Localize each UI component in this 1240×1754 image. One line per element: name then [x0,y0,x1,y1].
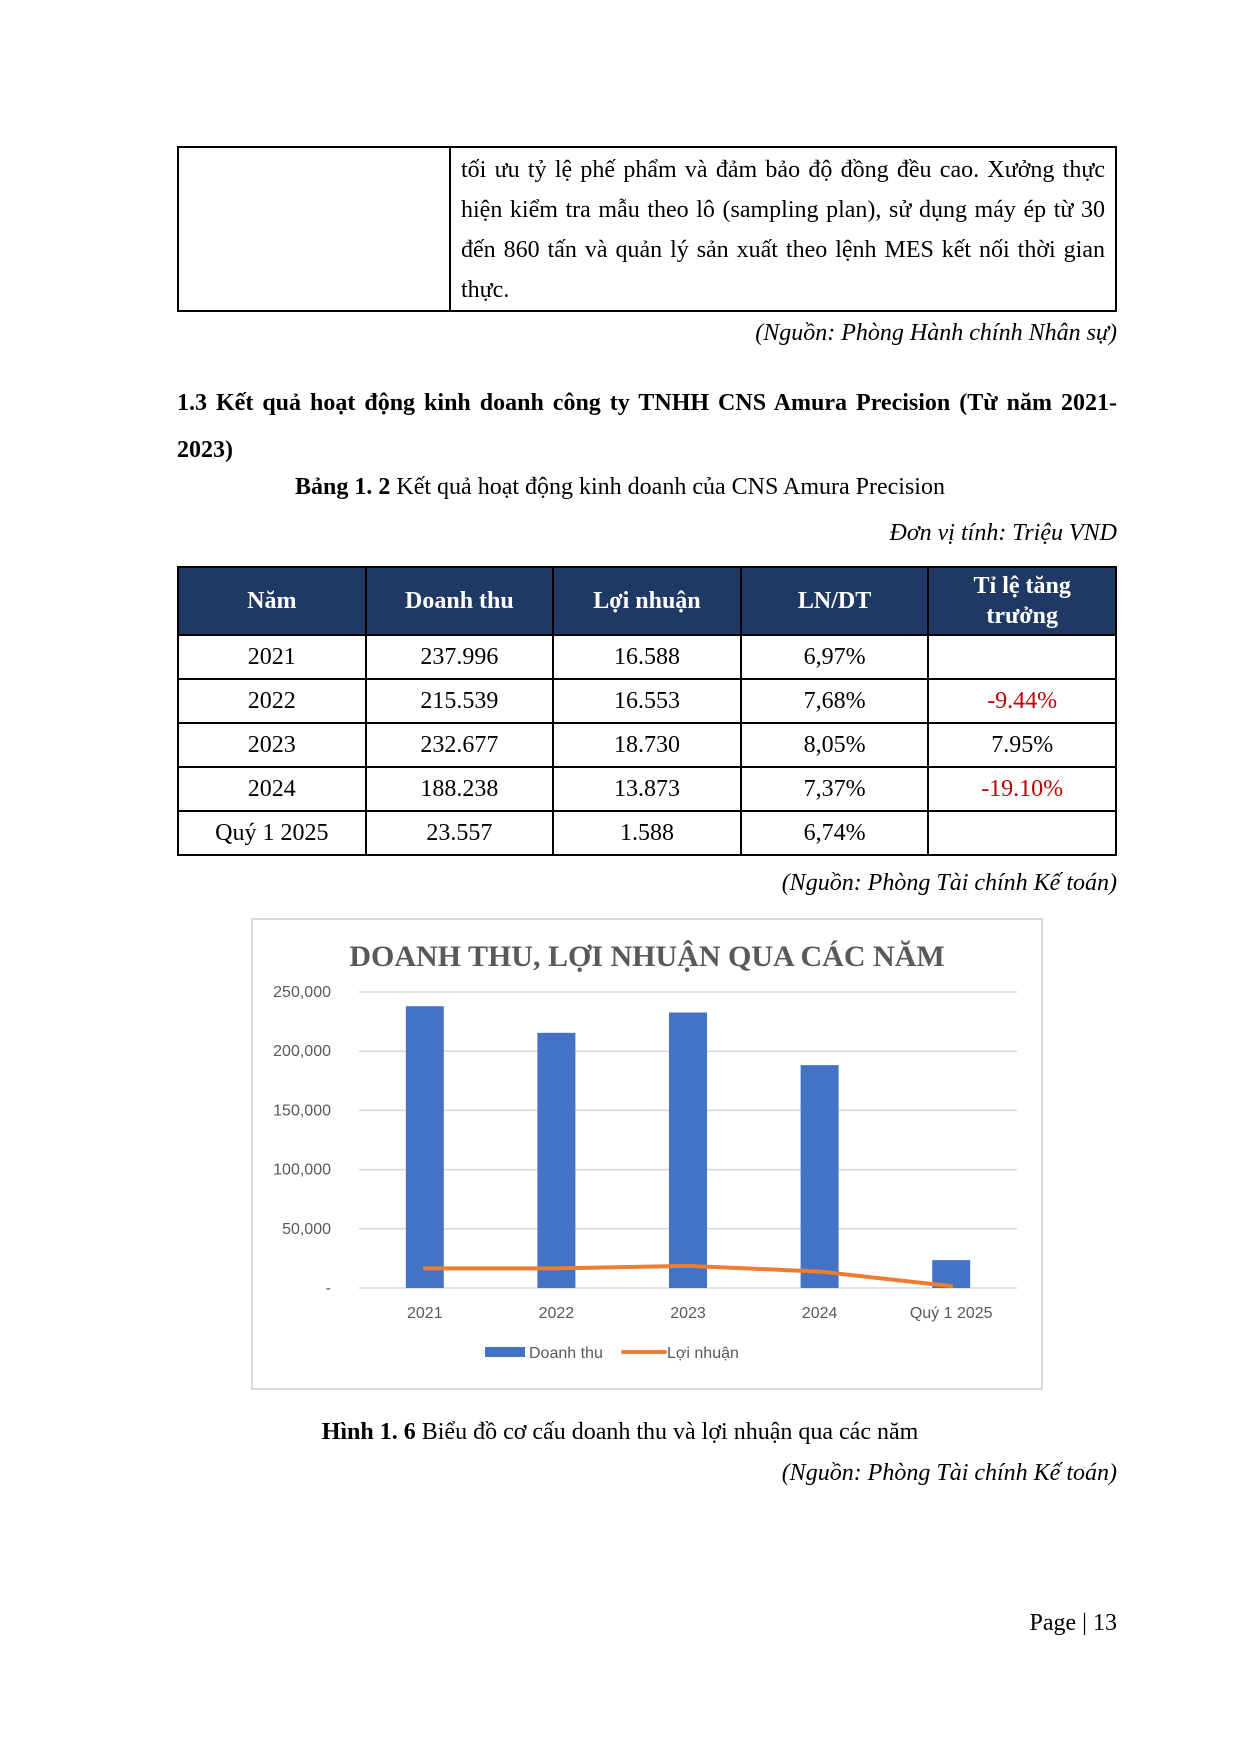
cell-margin: 7,68% [741,679,929,723]
y-tick-label: 200,000 [273,1043,331,1061]
revenue-bar [406,1006,444,1288]
cell-profit: 1.588 [553,811,741,855]
figure-caption-label: Hình 1. 6 [321,1419,416,1445]
legend-revenue-swatch [485,1347,525,1357]
legend-profit-label: Lợi nhuận [667,1345,739,1362]
chart-svg [253,920,1041,1388]
section-heading: 1.3 Kết quả hoạt động kinh doanh công ty TNHH CNS Amura Precision (Từ năm 2021-2023) [177,390,1117,463]
legend-revenue-label: Doanh thu [529,1345,603,1362]
x-tick-label: Quý 1 2025 [909,1305,993,1322]
cell-margin: 8,05% [741,723,929,767]
source-hr: (Nguồn: Phòng Hành chính Nhân sự) [755,320,1117,346]
table-row [178,635,1116,679]
cell-year: 2023 [178,723,366,767]
revenue-profit-chart [251,918,1043,1390]
cell-growth: 7.95% [928,723,1116,767]
cell-margin: 6,97% [741,635,929,679]
revenue-bar [801,1065,839,1288]
table-caption [0,474,1240,501]
cell-margin: 6,74% [741,811,929,855]
revenue-bar [537,1033,575,1288]
header-year: Năm [178,567,366,635]
revenue-bar [669,1013,707,1288]
x-tick-label: 2023 [670,1305,706,1322]
cell-revenue: 215.539 [366,679,554,723]
y-tick-label: 100,000 [273,1161,331,1179]
header-margin: LN/DT [741,567,929,635]
figure-caption [0,1419,1240,1446]
cell-year: 2024 [178,767,366,811]
cell-growth [928,635,1116,679]
header-profit: Lợi nhuận [553,567,741,635]
cell-profit: 18.730 [553,723,741,767]
cell-profit: 16.553 [553,679,741,723]
cell-revenue: 237.996 [366,635,554,679]
x-tick-label: 2022 [538,1305,575,1322]
table-caption-text: Kết quả hoạt động kinh doanh của CNS Amura Precision [390,474,945,500]
description-cell: tối ưu tỷ lệ phế phẩm và đảm bảo độ đồng đều cao. Xưởng thực hiện kiểm tra mẫu theo lô (sampling plan), sử dụng máy ép từ 30 đến 860 tấn và quản lý sản xuất theo lệnh MES kết nối thời gian thực. [450,147,1116,311]
page-number: Page | 13 [1029,1610,1117,1636]
table-row [178,767,1116,811]
y-tick-label: - [325,1280,331,1297]
header-growth: Tỉ lệ tăng trưởng [928,567,1116,635]
table-row [178,723,1116,767]
cell-year: Quý 1 2025 [178,811,366,855]
source-accounting-1: (Nguồn: Phòng Tài chính Kế toán) [781,870,1117,896]
cell-revenue: 232.677 [366,723,554,767]
y-tick-label: 150,000 [273,1102,331,1120]
figure-caption-text: Biểu đồ cơ cấu doanh thu và lợi nhuận qua các năm [415,1419,919,1445]
cell-profit: 13.873 [553,767,741,811]
table-caption-label: Bảng 1. 2 [295,474,391,500]
business-results-table [177,566,1117,856]
x-tick-label: 2024 [801,1305,838,1322]
cell-profit: 16.588 [553,635,741,679]
unit-label: Đơn vị tính: Triệu VND [889,520,1117,546]
table-header-row [178,567,1116,635]
chart-title: DOANH THU, LỢI NHUẬN QUA CÁC NĂM [349,940,945,973]
cell-growth: -9.44% [928,679,1116,723]
table-row [178,679,1116,723]
cell-growth [928,811,1116,855]
continuation-table [177,146,1117,312]
y-tick-label: 250,000 [273,984,331,1001]
empty-cell [178,147,450,311]
cell-year: 2021 [178,635,366,679]
table-row [178,811,1116,855]
cell-growth: -19.10% [928,767,1116,811]
source-accounting-2: (Nguồn: Phòng Tài chính Kế toán) [781,1460,1117,1486]
cell-year: 2022 [178,679,366,723]
header-revenue: Doanh thu [366,567,554,635]
cell-revenue: 23.557 [366,811,554,855]
cell-margin: 7,37% [741,767,929,811]
cell-revenue: 188.238 [366,767,554,811]
y-tick-label: 50,000 [282,1220,331,1238]
x-tick-label: 2021 [407,1305,443,1322]
